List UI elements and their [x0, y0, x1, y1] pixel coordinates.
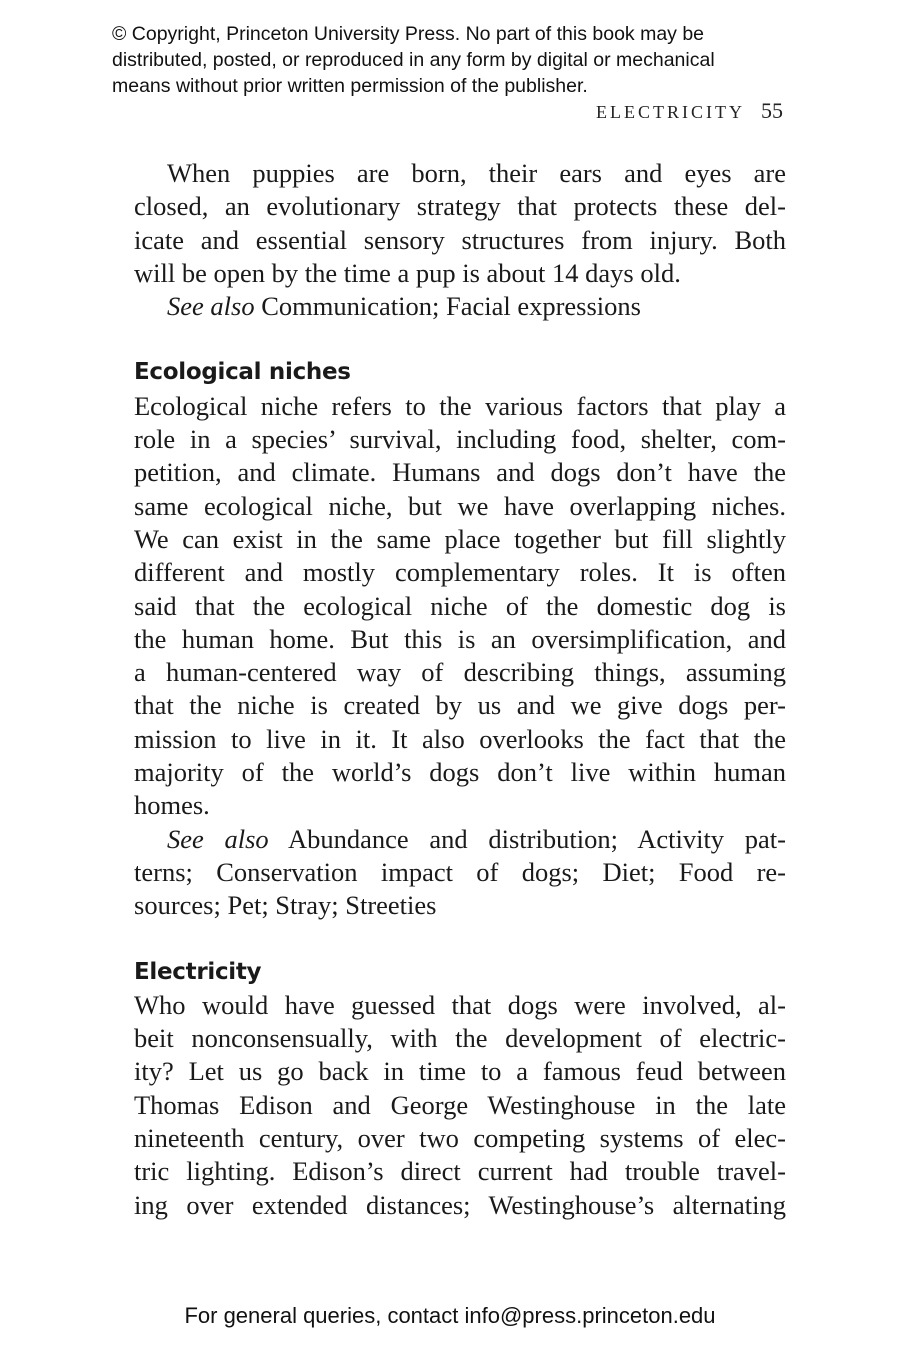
ecological-niches-paragraph — [134, 390, 786, 823]
text-line: Thomas Edison and George Westinghouse in the late — [134, 1089, 786, 1120]
text-line: homes. — [134, 790, 210, 821]
running-head-title: ELECTRICITY — [596, 102, 745, 122]
text-line: closed, an evolutionary strategy that protects these del- — [134, 191, 786, 222]
running-head — [596, 98, 783, 124]
text-line: beit nonconsensually, with the development of electric- — [134, 1023, 786, 1054]
see-also-line: sources; Pet; Stray; Streeties — [134, 890, 437, 921]
text-line: We can exist in the same place together but fill slightly — [134, 523, 786, 554]
text-line: mission to live in it. It also overlooks the fact that the — [134, 723, 786, 754]
text-line: petition, and climate. Humans and dogs don’t have the — [134, 457, 786, 488]
copyright-line: means without prior written permission of the publisher. — [112, 75, 588, 97]
footer-contact: For general queries, contact info@press.princeton.edu — [184, 1303, 716, 1328]
see-also-label: See also — [167, 823, 269, 854]
copyright-line: © Copyright, Princeton University Press. No part of this book may be — [112, 23, 705, 45]
text-line: tric lighting. Edison’s direct current had trouble travel- — [134, 1156, 786, 1187]
text-line: Who would have guessed that dogs were involved, al- — [134, 989, 786, 1020]
intro-paragraph — [134, 157, 786, 290]
text-line: the human home. But this is an oversimplification, and — [134, 623, 786, 654]
text-line: same ecological niche, but we have overlapping niches. — [134, 490, 786, 521]
text-line: When puppies are born, their ears and eyes are — [167, 158, 786, 188]
section-heading-ecological-niches: Ecological niches — [134, 359, 351, 386]
text-line: icate and essential sensory structures from injury. Both — [134, 224, 786, 255]
text-line: that the niche is created by us and we give dogs per- — [134, 690, 786, 721]
text-line: said that the ecological niche of the domestic dog is — [134, 590, 786, 621]
intro-see-also — [134, 290, 786, 323]
text-line: different and mostly complementary roles. It is often — [134, 557, 786, 588]
page-content — [134, 157, 786, 1222]
text-line: will be open by the time a pup is about 14 days old. — [134, 257, 681, 288]
text-line: a human-centered way of describing things, assuming — [134, 657, 786, 688]
text-line: nineteenth century, over two competing systems of elec- — [134, 1123, 786, 1154]
see-also-line: terns; Conservation impact of dogs; Diet; Food re- — [134, 856, 786, 887]
ecological-niches-see-also — [134, 823, 786, 923]
text-line: ity? Let us go back in time to a famous feud between — [134, 1056, 786, 1087]
page-number: 55 — [761, 98, 783, 123]
text-line: role in a species’ survival, including food, shelter, com- — [134, 424, 786, 455]
see-also-text: Communication; Facial expressions — [254, 291, 641, 322]
see-also-line — [134, 823, 786, 856]
see-also-text: Abundance and distribution; Activity pat- — [268, 823, 786, 854]
text-line: Ecological niche refers to the various factors that play a — [134, 390, 786, 421]
text-line: ing over extended distances; Westinghouse’s alternating — [134, 1189, 786, 1220]
text-line: majority of the world’s dogs don’t live within human — [134, 757, 786, 788]
copyright-notice — [112, 21, 812, 99]
see-also-label: See also — [167, 291, 255, 322]
see-also-line — [134, 290, 786, 323]
electricity-paragraph — [134, 989, 786, 1222]
section-heading-electricity: Electricity — [134, 958, 262, 985]
copyright-line: distributed, posted, or reproduced in any form by digital or mechanical — [112, 49, 715, 71]
